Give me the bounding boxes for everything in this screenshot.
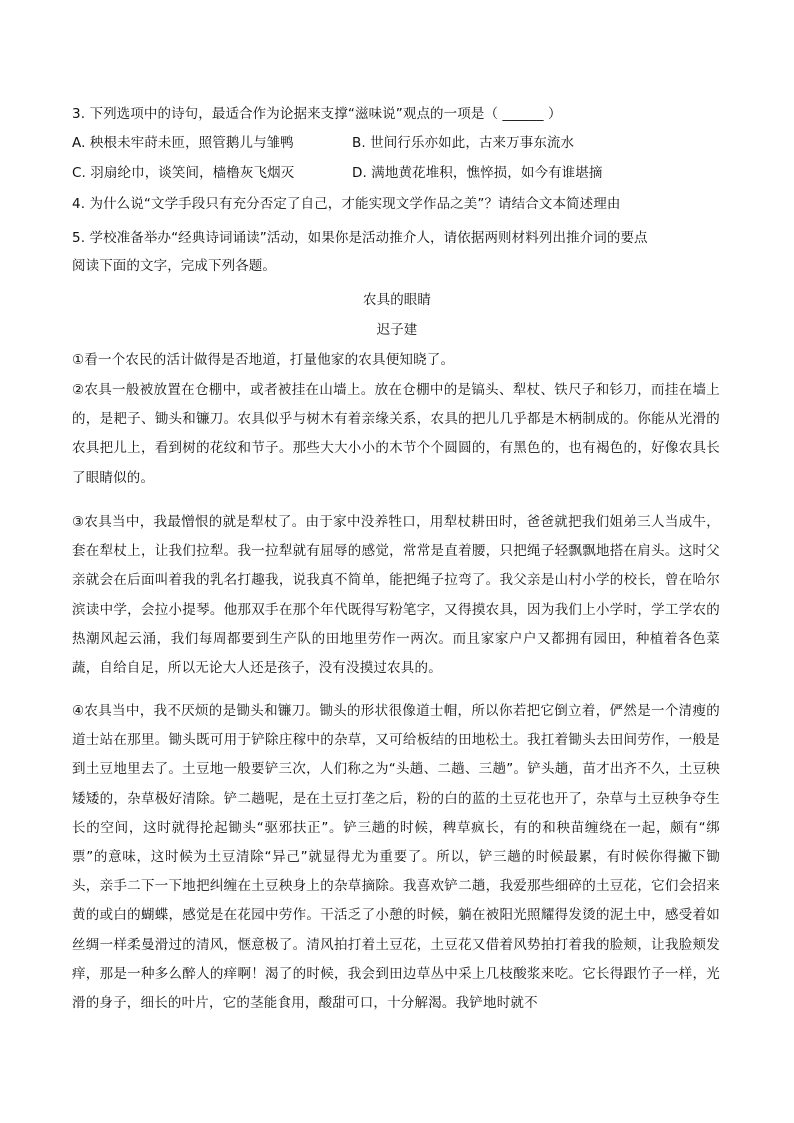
reading-instruction: 阅读下面的文字，完成下列各题。 bbox=[72, 258, 276, 274]
article-title: 农具的眼睛 bbox=[363, 292, 431, 308]
paragraph-2: ②农具一般被放置在仓棚中，或者被挂在山墙上。放在仓棚中的是镐头、犁杖、铁尺子和钐刀，而挂在墙上的，是耙子、锄头和镰刀。农具似乎与树木有着亲缘关系，农具的把儿几乎都是木柄制成的。你能从光滑的农具把儿上，看到树的花纹和节子。那些大大小小的木节个个圆圆的，有黑色的，也有褐色的，好像农具长了眼睛似的。 bbox=[72, 382, 720, 486]
question-3-option-d: D. 满地黄花堆积，憔悴损，如今有谁堪摘 bbox=[352, 165, 603, 181]
question-4: 4. 为什么说“文学手段只有充分否定了自己，才能实现文学作品之美”？请结合文本简述理由 bbox=[72, 196, 621, 212]
paragraph-1: ①看一个农民的活计做得是否地道，打量他家的农具便知晓了。 bbox=[72, 352, 455, 368]
question-5: 5. 学校准备举办“经典诗词诵读”活动，如果你是活动推介人，请依据两则材料列出推介词的要点 bbox=[72, 230, 648, 246]
article-author: 迟子建 bbox=[376, 322, 418, 338]
question-3-option-c: C. 羽扇纶巾，谈笑间，樯橹灰飞烟灭 bbox=[72, 165, 295, 181]
question-3-option-a: A. 秧根未牢莳未匝，照管鹅儿与雏鸭 bbox=[72, 135, 294, 151]
paragraph-3: ③农具当中，我最憎恨的就是犁杖了。由于家中没养牲口，用犁杖耕田时，爸爸就把我们姐弟三人当成牛，套在犁杖上，让我们拉犁。我一拉犁就有屈辱的感觉，常常是直着腰，只把绳子轻飘飘地搭在肩头。这时父亲就会在后面叫着我的乳名打趣我，说我真不简单，能把绳子拉弯了。我父亲是山村小学的校长，曾在哈尔滨读中学，会拉小提琴。他那双手在那个年代既得写粉笔字，又得摸农具，因为我们上小学时，学工学农的热潮风起云涌，我们每周都要到生产队的田地里劳作一两次。而且家家户户又都拥有园田，种植着各色菜蔬，自给自足，所以无论大人还是孩子，没有没摸过农具的。 bbox=[72, 514, 720, 677]
question-3-option-b: B. 世间行乐亦如此，古来万事东流水 bbox=[352, 135, 575, 151]
paragraph-4: ④农具当中，我不厌烦的是锄头和镰刀。锄头的形状很像道士帽，所以你若把它倒立着，俨然是一个清瘦的道士站在那里。锄头既可用于铲除庄稼中的杂草，又可给板结的田地松土。我扛着锄头去田间劳作，一般是到土豆地里去了。土豆地一般要铲三次，人们称之为“头趟、二趟、三趟”。铲头趟，苗才出齐不久，土豆秧矮矮的，杂草极好清除。铲二趟呢，是在土豆打垄之后，粉的白的蓝的土豆花也开了，杂草与土豆秧争夺生长的空间，这时就得抡起锄头“驱邪扶正”。铲三趟的时候，稗草疯长，有的和秧苗缠绕在一起，颇有“绑票”的意味，这时候为土豆清除“异己”就显得尤为重要了。所以，铲三趟的时候最累，有时候你得撇下锄头，亲手二下一下地把纠缠在土豆秧身上的杂草摘除。我喜欢铲二趟，我爱那些细碎的土豆花，它们会招来黄的或白的蝴蝶，感觉是在花园中劳作。干活乏了小憩的时候，躺在被阳光照耀得发烫的泥土中，感受着如丝绸一样柔曼滑过的清风，惬意极了。清风拍打着土豆花，土豆花又借着风势拍打着我的脸颊，让我脸颊发痒，那是一种多么醉人的痒啊！渴了的时候，我会到田边草丛中采上几枝酸浆来吃。它长得跟竹子一样，光滑的身子，细长的叶片，它的茎能食用，酸甜可口，十分解渴。我铲地时就不 bbox=[72, 703, 720, 1012]
question-3-stem: 3. 下列选项中的诗句，最适合作为论据来支撑“滋味说”观点的一项是（ ______ ） bbox=[72, 106, 562, 122]
